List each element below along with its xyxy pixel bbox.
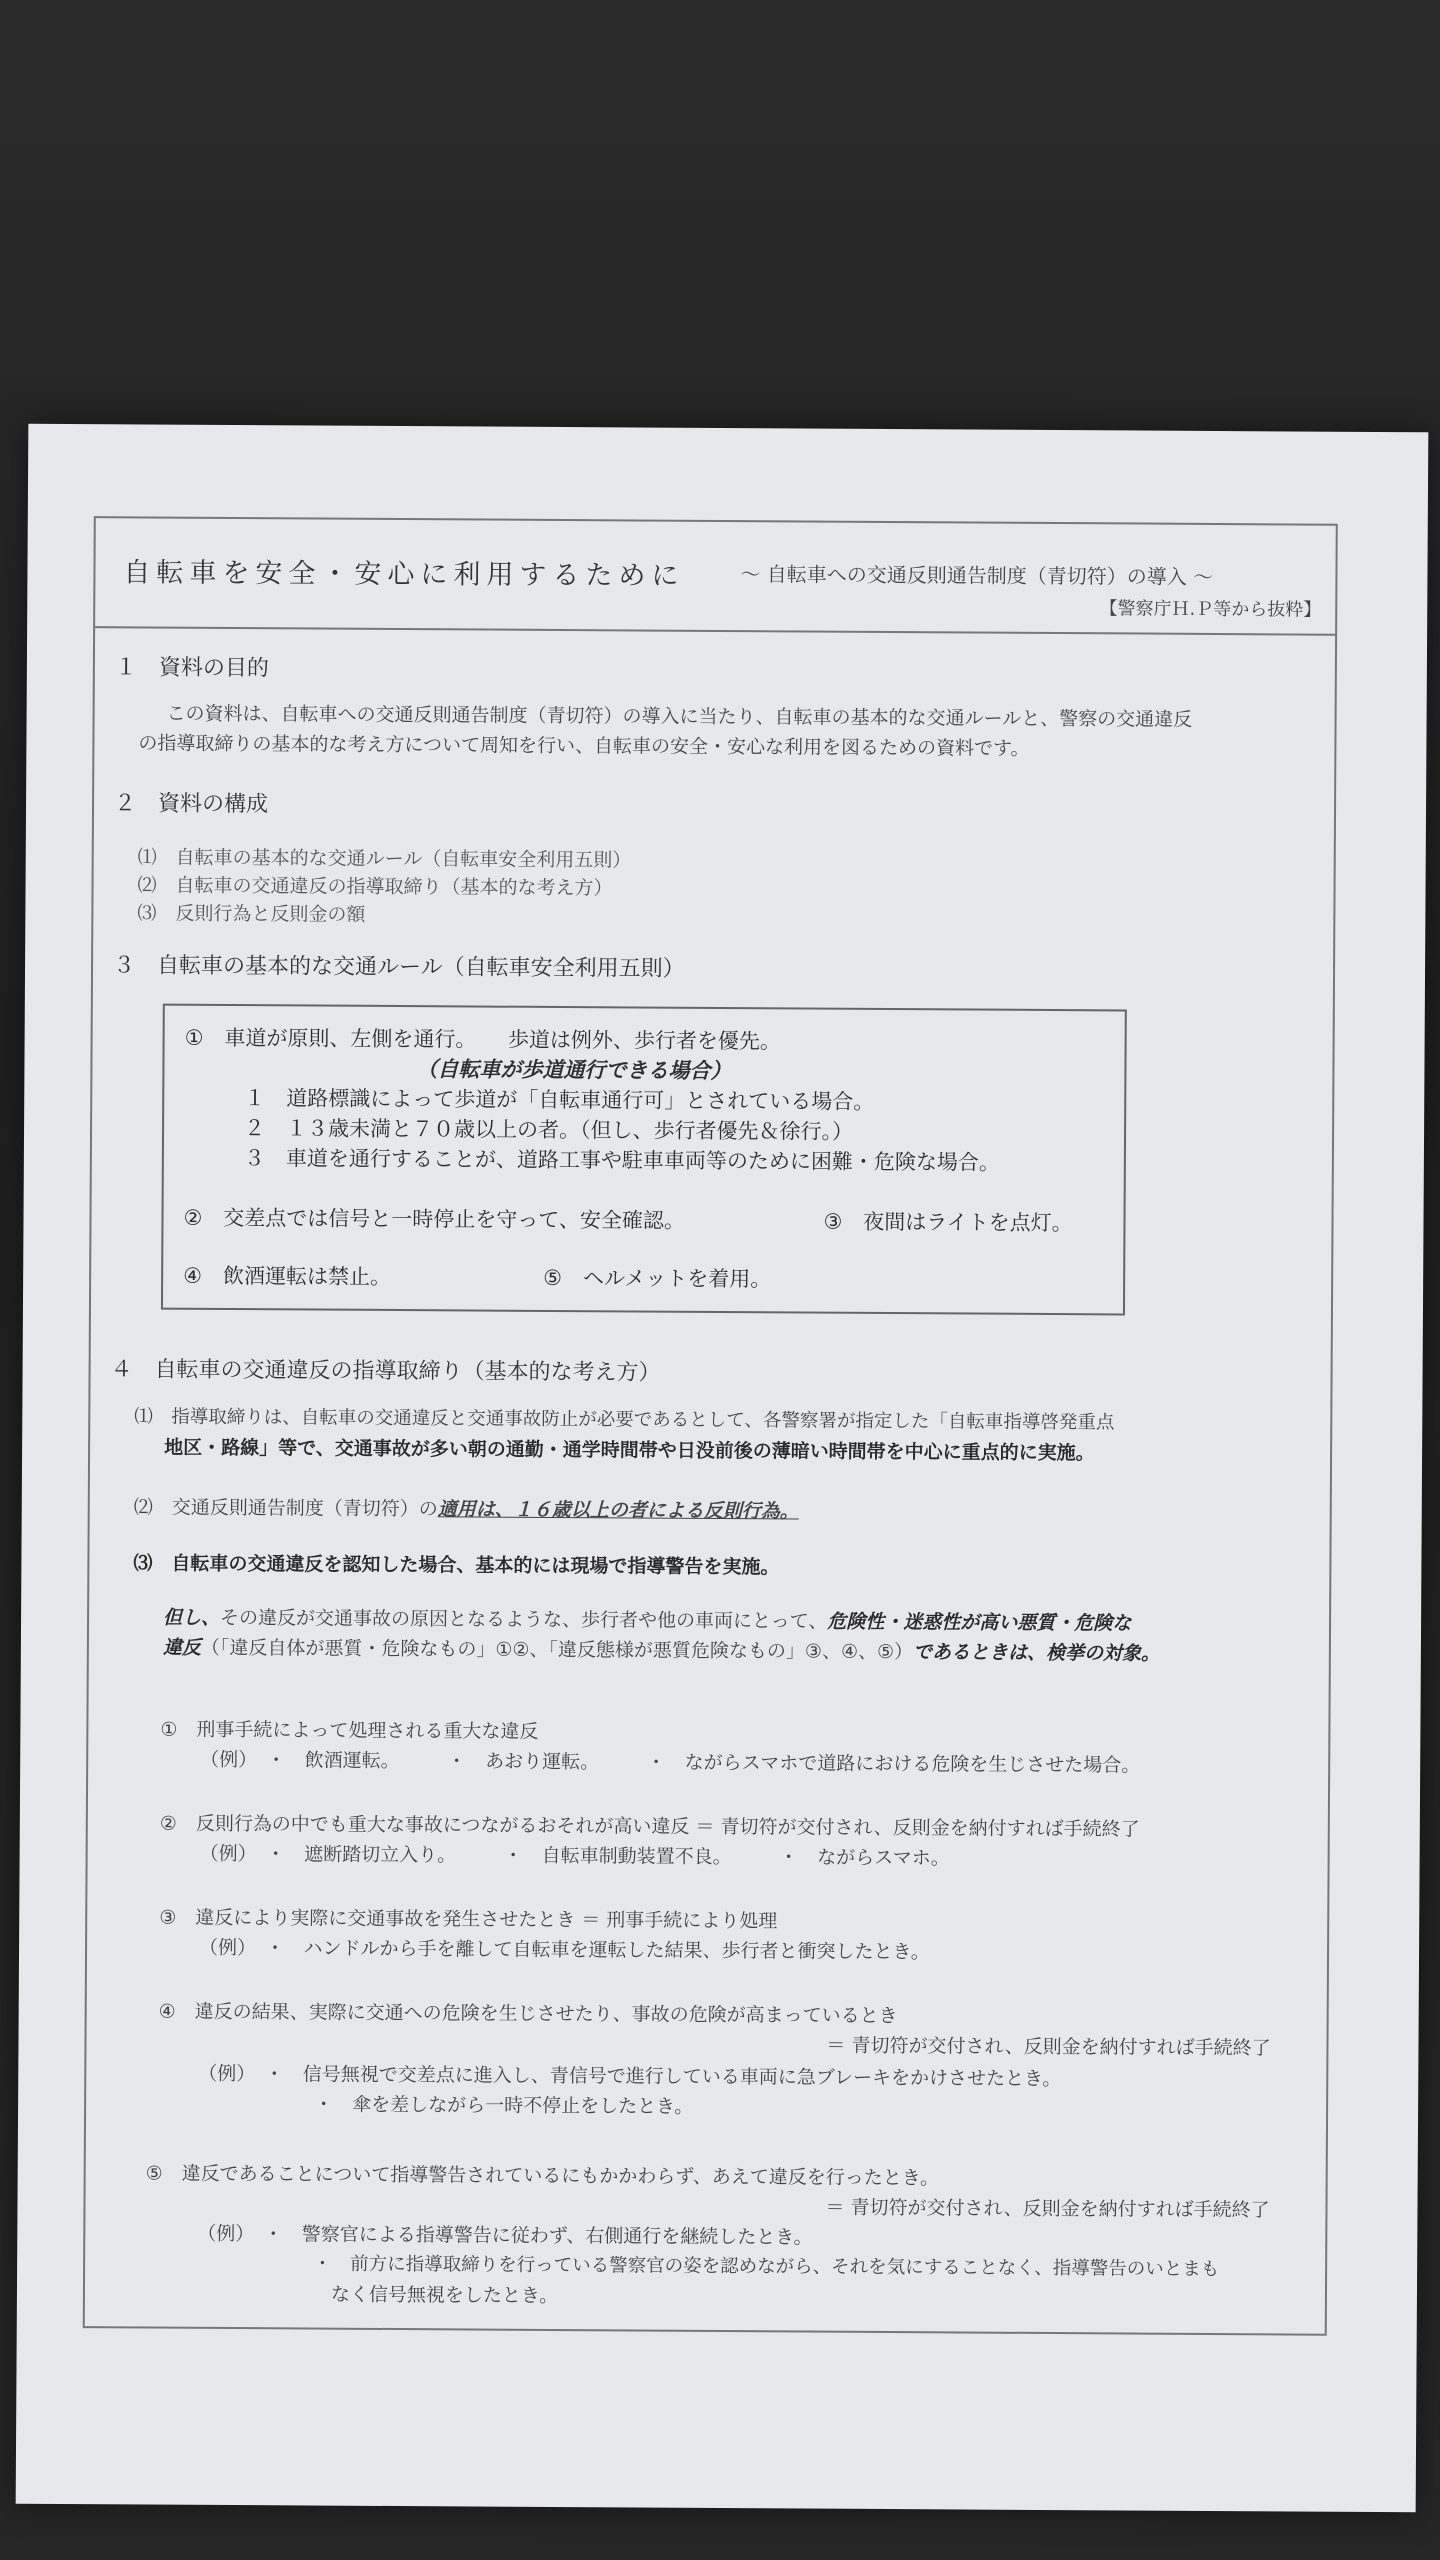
case-4-example-2: ・ 傘を差しながら一時不停止をしたとき。 xyxy=(314,2093,694,2118)
case-1: ① 刑事手続によって処理される重大な違反 xyxy=(160,1718,539,1743)
case-4-equals: ＝ 青切符が交付され、反則金を納付すれば手続終了 xyxy=(826,2034,1271,2060)
rule-1-sub-1: １ 道路標識によって歩道が「自転車通行可」とされている場合。 xyxy=(244,1086,875,1114)
rule-3: ③ 夜間はライトを点灯。 xyxy=(823,1209,1073,1236)
s4-p4-however: 但し、 xyxy=(163,1606,221,1629)
rule-2: ② 交差点では信号と一時停止を守って、安全確認。 xyxy=(183,1205,685,1233)
document-frame xyxy=(83,516,1338,2336)
section-3-heading: ３ 自転車の基本的な交通ルール（自転車安全利用五則） xyxy=(112,953,685,982)
s4-p4-conclusion: であるときは、検挙の対象。 xyxy=(912,1641,1161,1665)
rule-4: ④ 飲酒運転は禁止。 xyxy=(183,1263,392,1289)
s4-p3: ⑶ 自転車の交通違反を認知した場合、基本的には現場で指導警告を実施。 xyxy=(133,1552,780,1579)
rules-box xyxy=(161,1004,1127,1316)
case-4-example-1: （例） ・ 信号無視で交差点に進入し、青信号で進行している車両に急ブレーキをかけさせたとき。 xyxy=(198,2062,1062,2091)
case-5-example-3: なく信号無視をしたとき。 xyxy=(330,2283,559,2308)
s4-p1-line-1: ⑴ 指導取締りは、自転車の交通違反と交通事故防止が必要であるとして、各警察署が指定した「自転車指導啓発重点 xyxy=(134,1406,1115,1434)
case-2: ② 反則行為の中でも重大な事故につながるおそれが高い違反 ＝ 青切符が交付され、反則金を納付すれば手続終了 xyxy=(159,1812,1140,1841)
rule-1: ① 車道が原則、左側を通行。 歩道は例外、歩行者を優先。 xyxy=(184,1025,782,1054)
case-4: ④ 違反の結果、実際に交通への危険を生じさせたり、事故の危険が高まっているとき xyxy=(158,2000,898,2028)
s4-p4-detail: （「違反自体が悪質・危険なもの」①②、「違反態様が悪質危険なもの」③、④、⑤） xyxy=(200,1636,914,1664)
case-5-equals: ＝ 青切符が交付され、反則金を納付すれば手続終了 xyxy=(825,2196,1270,2222)
section-2-item-2: ⑵ 自転車の交通違反の指導取締り（基本的な考え方） xyxy=(137,874,613,900)
s4-p4-violation: 違反 xyxy=(162,1636,201,1659)
section-2-item-3: ⑶ 反則行為と反則金の額 xyxy=(137,902,366,926)
section-1-line-2: の指導取締りの基本的な考え方について周知を行い、自転車の安全・安心な利用を図るための資料です。 xyxy=(138,732,1030,760)
s4-p2-lead: ⑵ 交通反則通告制度（青切符）の xyxy=(133,1496,438,1521)
document-title: 自転車を安全・安心に利用するために xyxy=(123,557,685,592)
s4-p1-line-2: 地区・路線」等で、交通事故が多い朝の通勤・通学時間帯や日没前後の薄暗い時間帯を中心に重点的に実施。 xyxy=(164,1436,1095,1465)
case-5: ⑤ 違反であることについて指導警告されているにもかかわらず、あえて違反を行ったとき。 xyxy=(145,2162,940,2190)
case-1-example: （例） ・ 飲酒運転。 ・ あおり運転。 ・ ながらスマホで道路における危険を生じさせた場合。 xyxy=(200,1748,1141,1777)
rule-5: ⑤ ヘルメットを着用。 xyxy=(543,1265,772,1292)
section-4-heading: ４ 自転車の交通違反の指導取締り（基本的な考え方） xyxy=(110,1357,661,1386)
rule-1-note: （自転車が歩道通行できる場合） xyxy=(416,1057,732,1084)
case-5-example-1: （例） ・ 警察官による指導警告に従わず、右側通行を継続したとき。 xyxy=(197,2222,813,2249)
document-subtitle: ～ 自転車への交通反則通告制度（青切符）の導入 ～ xyxy=(740,562,1214,589)
case-2-example: （例） ・ 遮断踏切立入り。 ・ 自転車制動装置不良。 ・ ながらスマホ。 xyxy=(199,1842,950,1870)
document-source: 【警察庁Ｈ.Ｐ等から抜粋】 xyxy=(1099,598,1322,621)
paper-sheet xyxy=(16,424,1429,2513)
s4-p4-line-2 xyxy=(163,1633,1160,1669)
s4-p2 xyxy=(134,1492,799,1526)
case-3: ③ 違反により実際に交通事故を発生させたとき ＝ 刑事手続により処理 xyxy=(159,1906,778,1933)
s4-p2-emphasis: 適用は、１６歳以上の者による反則行為。 xyxy=(437,1498,799,1523)
section-2-heading: ２ 資料の構成 xyxy=(113,791,269,818)
case-5-example-2: ・ 前方に指導取締りを行っている警察官の姿を認めながら、それを気にすることなく、指導警告のいとまも xyxy=(313,2253,1220,2281)
s4-p4-danger: 危険性・迷惑性が高い悪質・危険な xyxy=(827,1610,1132,1635)
document-header xyxy=(95,518,1336,636)
section-1-heading: １ 資料の目的 xyxy=(114,655,269,682)
s4-p4-text: その違反が交通事故の原因となるような、歩行者や他の車両にとって、 xyxy=(220,1606,828,1633)
section-1-line-1: この資料は、自転車への交通反則通告制度（青切符）の導入に当たり、自転車の基本的な交通ルールと、警察の交通違反 xyxy=(166,702,1193,731)
rule-1-sub-2: ２ １３歳未満と７０歳以上の者。（但し、歩行者優先＆徐行。） xyxy=(243,1116,854,1144)
case-3-example: （例） ・ ハンドルから手を離して自転車を運転した結果、歩行者と衝突したとき。 xyxy=(198,1936,930,1964)
rule-1-sub-3: ３ 車道を通行することが、道路工事や駐車車両等のために困難・危険な場合。 xyxy=(243,1146,1000,1175)
section-2-item-1: ⑴ 自転車の基本的な交通ルール（自転車安全利用五則） xyxy=(137,846,632,872)
